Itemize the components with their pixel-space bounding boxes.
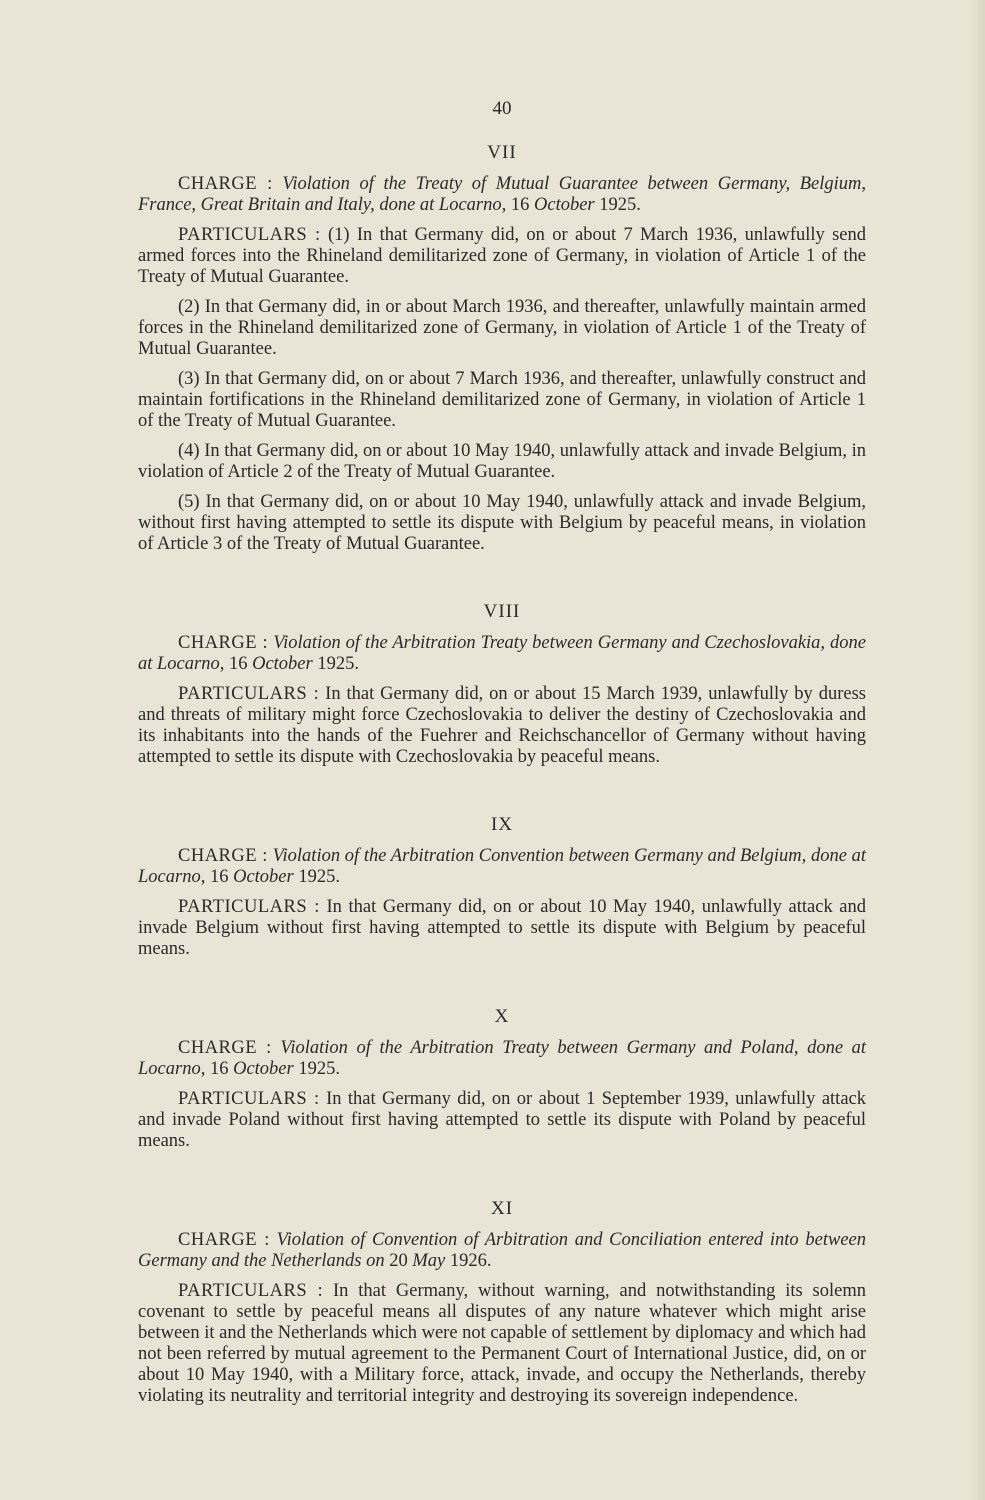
charge-paragraph: [138, 846, 866, 888]
particulars-label: PARTICULARS :: [178, 1281, 324, 1301]
section-vii: [138, 142, 866, 555]
charge-month: October: [252, 654, 313, 674]
charge-text: Violation of the Treaty of Mutual Guarantee between Germany, Belgium, France, Great Britain and Italy, done at Locarno,: [138, 174, 867, 215]
section-numeral: VIII: [483, 601, 521, 622]
section-x: [138, 1006, 866, 1152]
charge-month: October: [233, 1059, 294, 1079]
charge-text: Violation of the Arbitration Convention between Germany and Belgium, done at Locarno,: [138, 846, 867, 887]
particulars-text: In that Germany did, on or about 15 March 1939, unlawfully by duress and threats of military might force Czechoslovakia to deliver the destiny of Czechoslovakia and its inhabitants into the hands of the Fuehrer and Reichschancellor of Germany without having attempted to settle its dispute with Czechoslovakia by peaceful means.: [138, 684, 866, 767]
charge-day: 16: [228, 654, 248, 674]
charge-day: 16: [209, 867, 229, 887]
particulars-paragraph: [138, 1281, 866, 1407]
charge-label: CHARGE :: [178, 1038, 272, 1058]
charge-label: CHARGE :: [178, 846, 268, 866]
section-numeral: IX: [490, 814, 514, 835]
charge-paragraph: [138, 174, 866, 216]
charge-year: 1925.: [317, 654, 359, 674]
particulars-text: In that Germany did, on or about 1 September 1939, unlawfully attack and invade Poland without first having attempted to settle its dispute with Poland by peaceful means.: [138, 1089, 866, 1151]
particulars-label: PARTICULARS :: [178, 684, 320, 704]
particulars-label: PARTICULARS :: [178, 1089, 320, 1109]
charge-year: 1925.: [298, 1059, 340, 1079]
section-viii: [138, 601, 866, 768]
charge-day: 20: [389, 1251, 408, 1271]
charge-year: 1925.: [298, 867, 340, 887]
charge-text: Violation of the Arbitration Treaty between Germany and Czechoslovakia, done at Locarno,: [138, 633, 867, 674]
charge-day: 16: [510, 195, 530, 215]
charge-paragraph: [138, 1230, 866, 1272]
page-content: [138, 98, 866, 1453]
charge-month: October: [534, 195, 595, 215]
particulars-paragraph: (5) In that Germany did, on or about 10 May 1940, unlawfully attack and invade Belgium, without first having attempted to settle its dispute with Belgium by peaceful means, in violation of Article 3 of the Treaty of Mutual Guarantee.: [138, 492, 866, 554]
particulars-text: (1) In that Germany did, on or about 7 March 1936, unlawfully send armed forces into the Rhineland demilitarized zone of Germany, in violation of Article 1 of the Treaty of Mutual Guarantee.: [138, 225, 866, 287]
charge-day: 16: [209, 1059, 229, 1079]
charge-month: May: [412, 1251, 446, 1271]
section-ix: [138, 814, 866, 960]
particulars-paragraph: (2) In that Germany did, in or about March 1936, and thereafter, unlawfully maintain armed forces in the Rhineland demilitarized zone of Germany, in violation of Article 1 of the Treaty of Mutual Guarantee.: [138, 297, 866, 359]
particulars-paragraph: [138, 1089, 866, 1152]
particulars-paragraph: [138, 225, 866, 288]
particulars-text: In that Germany, without warning, and notwithstanding its solemn covenant to settle by peaceful means all disputes of any nature whatever which might arise between it and the Netherlands which were not capable of settlement by diplomacy and which had not been referred by mutual agreement to the Permanent Court of International Justice, did, on or about 10 May 1940, with a Military force, attack, invade, and occupy the Netherlands, thereby violating its neutrality and territorial integrity and destroying its sovereign independence.: [138, 1281, 866, 1406]
section-numeral: XI: [490, 1198, 514, 1219]
particulars-paragraph: (3) In that Germany did, on or about 7 March 1936, and thereafter, unlawfully construct and maintain fortifications in the Rhineland demilitarized zone of Germany, in violation of Article 1 of the Treaty of Mutual Guarantee.: [138, 369, 866, 431]
particulars-label: PARTICULARS :: [178, 897, 320, 917]
section-numeral: X: [494, 1006, 510, 1027]
particulars-paragraph: [138, 897, 866, 960]
particulars-paragraph: (4) In that Germany did, on or about 10 May 1940, unlawfully attack and invade Belgium, in violation of Article 2 of the Treaty of Mutual Guarantee.: [138, 441, 866, 482]
particulars-paragraph: [138, 684, 866, 768]
particulars-label: PARTICULARS :: [178, 225, 321, 245]
charge-paragraph: [138, 633, 866, 675]
charge-year: 1925.: [599, 195, 641, 215]
charge-month: October: [233, 867, 294, 887]
section-numeral: VII: [487, 142, 517, 163]
particulars-text: In that Germany did, on or about 10 May 1940, unlawfully attack and invade Belgium without first having attempted to settle its dispute with Belgium by peaceful means.: [138, 897, 866, 959]
page-number: 40: [492, 98, 512, 119]
charge-paragraph: [138, 1038, 866, 1080]
charge-text: Violation of the Arbitration Treaty between Germany and Poland, done at Locarno,: [138, 1038, 867, 1079]
charge-label: CHARGE :: [178, 633, 269, 653]
charge-label: CHARGE :: [178, 1230, 270, 1250]
charge-text: Violation of Convention of Arbitration and Conciliation entered into between Germany and the Netherlands on: [138, 1230, 866, 1271]
section-xi: [138, 1198, 866, 1407]
charge-label: CHARGE :: [178, 174, 273, 194]
charge-year: 1926.: [449, 1251, 492, 1271]
